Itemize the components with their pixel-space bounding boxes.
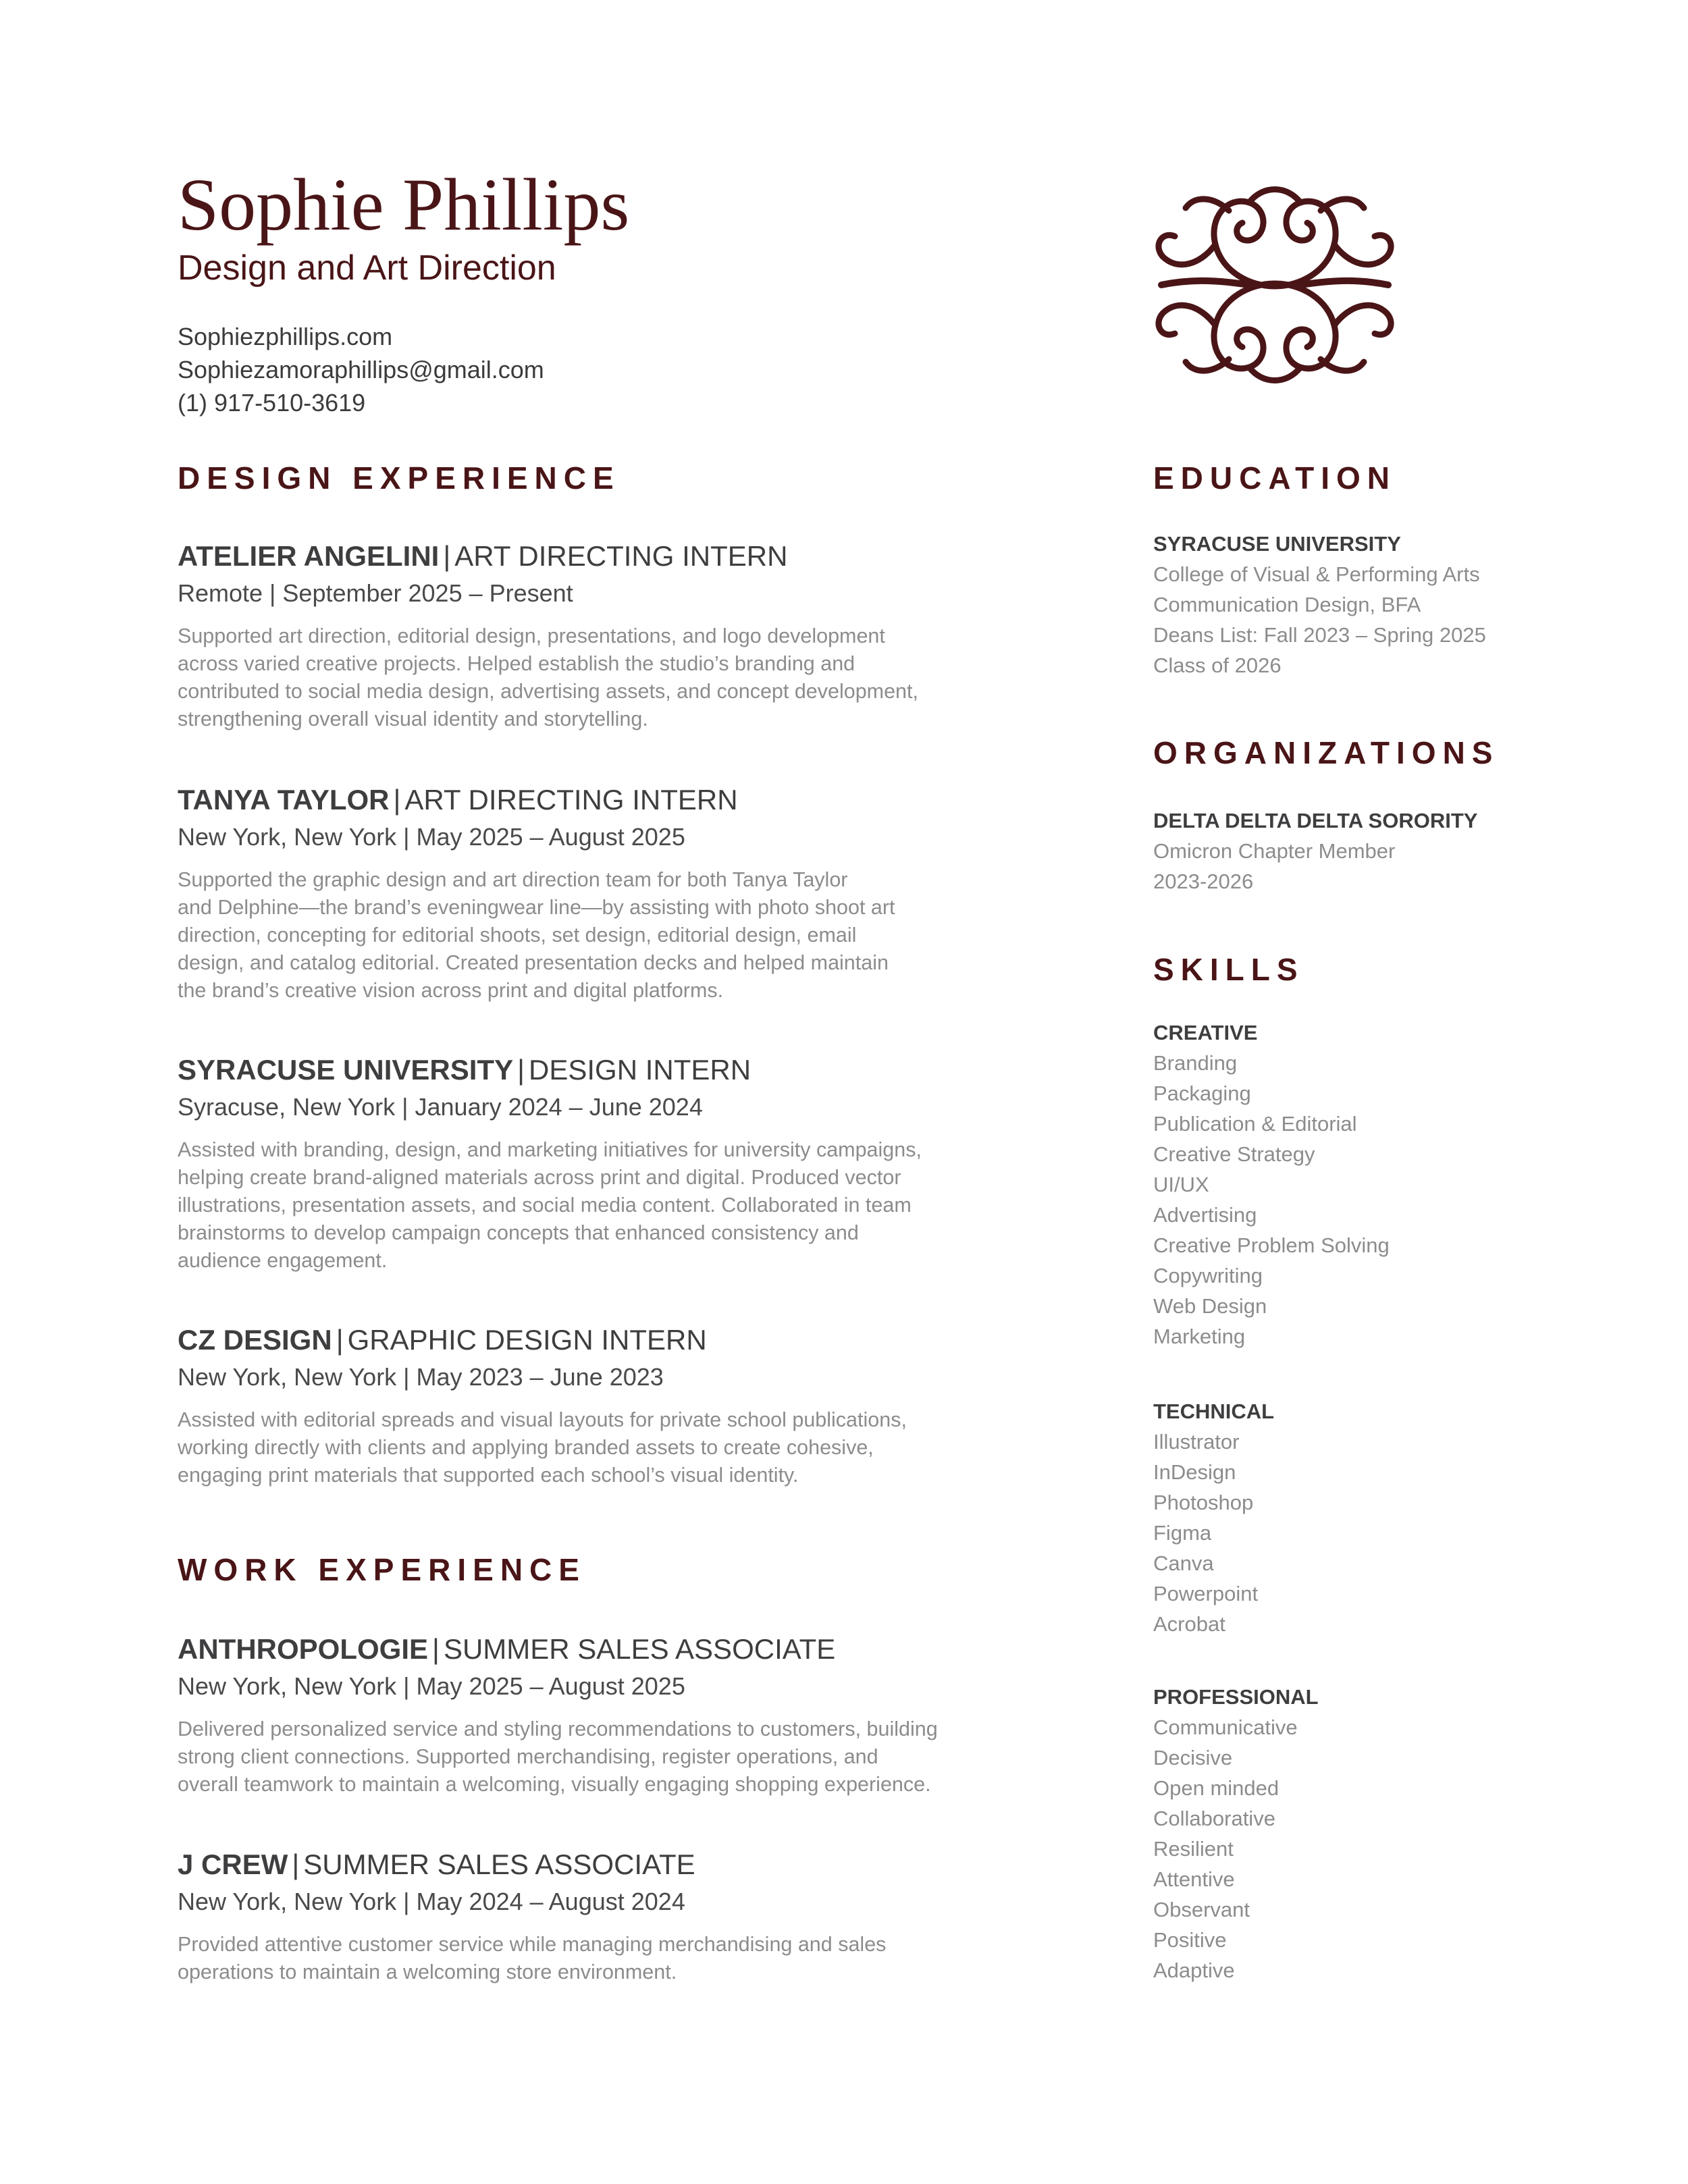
job-title <box>178 781 1008 819</box>
skills-heading: SKILLS <box>1153 952 1304 987</box>
job-entry-cz-design <box>178 1321 1008 1489</box>
job-meta: Remote | September 2025 – Present <box>178 579 573 607</box>
job-entry-tanya-taylor <box>178 781 1008 1005</box>
job-separator: | <box>393 784 401 816</box>
education-line: Deans List: Fall 2023 – Spring 2025 <box>1153 623 1486 647</box>
skill-item: UI/UX <box>1153 1173 1209 1196</box>
resume-subtitle: Design and Art Direction <box>178 248 556 288</box>
skill-item: Branding <box>1153 1051 1238 1075</box>
job-title <box>178 1051 1008 1089</box>
job-role: DESIGN INTERN <box>529 1054 751 1086</box>
job-description: Provided attentive customer service while managing merchandising and sales operations to maintain a welcoming store environment. <box>178 1933 887 1983</box>
organization-line: Omicron Chapter Member <box>1153 839 1396 863</box>
education-line: Communication Design, BFA <box>1153 593 1421 616</box>
job-meta: New York, New York | May 2025 – August 2025 <box>178 823 685 851</box>
ornament-bottom-half <box>1159 284 1391 381</box>
skill-item: Packaging <box>1153 1082 1251 1105</box>
skills-group-title: PROFESSIONAL <box>1153 1685 1319 1709</box>
job-title <box>178 537 1008 575</box>
skill-item: Creative Problem Solving <box>1153 1233 1390 1257</box>
job-role: SUMMER SALES ASSOCIATE <box>443 1633 836 1665</box>
job-role: SUMMER SALES ASSOCIATE <box>303 1848 695 1880</box>
ornament-top-half <box>1159 190 1391 287</box>
skill-item: Communicative <box>1153 1715 1298 1739</box>
skill-item: Adaptive <box>1153 1959 1235 1982</box>
job-entry-j-crew <box>178 1846 1008 1986</box>
skill-item: Acrobat <box>1153 1612 1225 1636</box>
job-separator: | <box>432 1633 440 1665</box>
organizations-block <box>1153 805 1639 897</box>
skill-item: Copywriting <box>1153 1264 1263 1287</box>
ornamental-monogram-icon <box>1148 170 1402 400</box>
education-school: SYRACUSE UNIVERSITY <box>1153 532 1401 556</box>
job-entry-atelier-angelini <box>178 537 1008 733</box>
job-org: ANTHROPOLOGIE <box>178 1633 429 1665</box>
job-meta: New York, New York | May 2025 – August 2025 <box>178 1672 685 1700</box>
job-separator: | <box>336 1324 344 1356</box>
skill-item: Publication & Editorial <box>1153 1112 1357 1136</box>
job-entry-anthropologie <box>178 1630 1008 1799</box>
organization-line: 2023-2026 <box>1153 870 1254 893</box>
job-org: TANYA TAYLOR <box>178 784 390 816</box>
job-meta: New York, New York | May 2023 – June 2023 <box>178 1363 664 1391</box>
job-meta: New York, New York | May 2024 – August 2024 <box>178 1888 685 1915</box>
job-description: Assisted with editorial spreads and visual layouts for private school publications, working directly with clients and applying branded assets to create cohesive, engaging print materials that supported each school’s visual identity. <box>178 1408 907 1487</box>
skill-item: Powerpoint <box>1153 1582 1259 1605</box>
skill-item: Attentive <box>1153 1867 1235 1891</box>
skill-item: Decisive <box>1153 1746 1233 1769</box>
organization-name: DELTA DELTA DELTA SORORITY <box>1153 809 1478 832</box>
skill-item: Canva <box>1153 1551 1214 1575</box>
job-separator: | <box>517 1054 525 1086</box>
job-org: SYRACUSE UNIVERSITY <box>178 1054 514 1086</box>
skill-item: Observant <box>1153 1898 1250 1921</box>
skill-item: Positive <box>1153 1928 1227 1952</box>
job-title <box>178 1630 1008 1668</box>
skill-item: Resilient <box>1153 1837 1234 1861</box>
contact-block <box>178 320 544 419</box>
skill-item: Open minded <box>1153 1776 1280 1800</box>
job-description: Delivered personalized service and styling recommendations to customers, building strong client connections. Supported merchandising, register operations, and overall teamwork to maintain a welcoming, visually engaging shopping experience. <box>178 1717 938 1796</box>
skill-item: Marketing <box>1153 1325 1246 1348</box>
skill-item: Advertising <box>1153 1203 1257 1227</box>
job-description: Supported the graphic design and art direction team for both Tanya Taylor and Delphine—the brand’s eveningwear line—by assisting with photo shoot art direction, concepting for editorial shoots, set design, editorial design, email design, and catalog editorial. Created presentation decks and helped maintain the brand’s creative vision across print and digital platforms. <box>178 868 895 1002</box>
job-separator: | <box>443 540 451 572</box>
skills-creative-block <box>1153 1017 1639 1352</box>
website-link[interactable]: Sophiezphillips.com <box>178 323 393 350</box>
education-line: College of Visual & Performing Arts <box>1153 562 1480 586</box>
work-experience-heading: WORK EXPERIENCE <box>178 1552 586 1587</box>
phone-number: (1) 917-510-3619 <box>178 389 366 417</box>
job-title <box>178 1321 1008 1359</box>
job-entry-syracuse-university <box>178 1051 1008 1275</box>
skill-item: Figma <box>1153 1521 1212 1545</box>
skill-item: Web Design <box>1153 1294 1267 1318</box>
skill-item: Photoshop <box>1153 1491 1254 1514</box>
job-separator: | <box>292 1848 300 1880</box>
email-link[interactable]: Sophiezamoraphillips@gmail.com <box>178 356 544 383</box>
job-description: Supported art direction, editorial design, presentations, and logo development across varied creative projects. Helped establish the studio’s branding and contributed to social media design, advertising assets, and concept development, strengthening overall visual identity and storytelling. <box>178 624 918 730</box>
job-org: CZ DESIGN <box>178 1324 332 1356</box>
skills-group-title: TECHNICAL <box>1153 1400 1275 1423</box>
skills-professional-block <box>1153 1682 1639 1986</box>
skill-item: Illustrator <box>1153 1430 1240 1454</box>
resume-name: Sophie Phillips <box>178 163 630 246</box>
organizations-heading: ORGANIZATIONS <box>1153 735 1500 770</box>
job-title <box>178 1846 1008 1884</box>
job-meta: Syracuse, New York | January 2024 – June 2024 <box>178 1093 703 1121</box>
education-block <box>1153 529 1639 681</box>
job-description: Assisted with branding, design, and marketing initiatives for university campaigns, helping create brand-aligned materials across print and digital. Produced vector illustrations, presentation assets, and social media content. Collaborated in team brainstorms to develop campaign concepts that enhanced consistency and audience engagement. <box>178 1138 922 1272</box>
education-line: Class of 2026 <box>1153 654 1282 677</box>
skill-item: Collaborative <box>1153 1807 1275 1830</box>
skills-group-title: CREATIVE <box>1153 1021 1258 1044</box>
design-experience-heading: DESIGN EXPERIENCE <box>178 460 621 496</box>
job-role: ART DIRECTING INTERN <box>404 784 738 816</box>
job-org: ATELIER ANGELINI <box>178 540 440 572</box>
skill-item: InDesign <box>1153 1460 1236 1484</box>
job-role: GRAPHIC DESIGN INTERN <box>347 1324 707 1356</box>
job-org: J CREW <box>178 1848 288 1880</box>
education-heading: EDUCATION <box>1153 460 1397 496</box>
job-role: ART DIRECTING INTERN <box>454 540 788 572</box>
skills-technical-block <box>1153 1396 1639 1639</box>
skill-item: Creative Strategy <box>1153 1142 1315 1166</box>
